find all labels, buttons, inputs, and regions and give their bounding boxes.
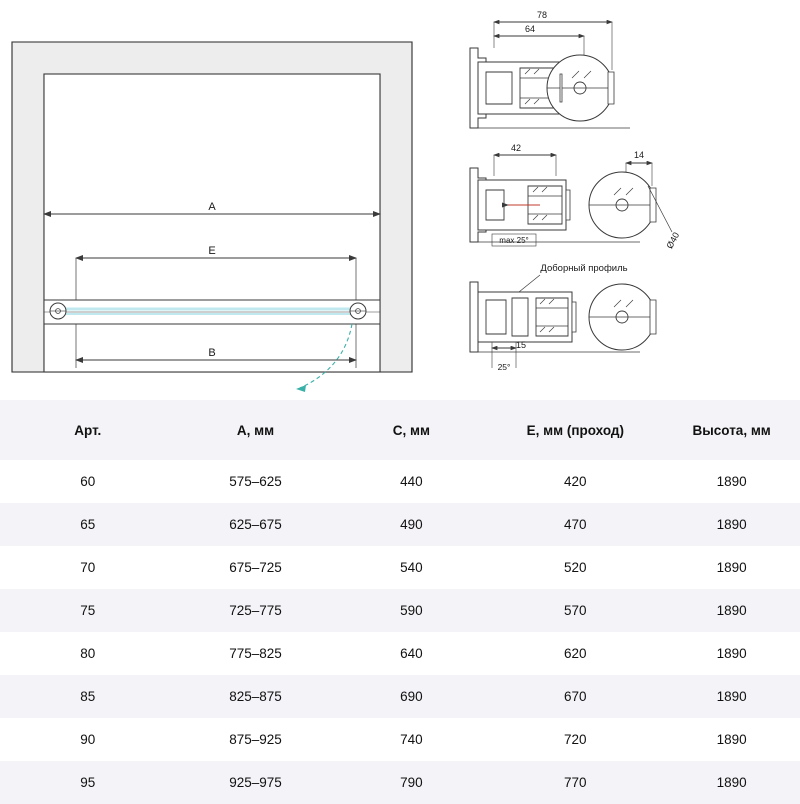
profile-bottom-dim-15: 15 [515, 340, 527, 350]
cell-art: 65 [80, 517, 96, 532]
profile-middle-angle-note: max 25° [499, 236, 529, 245]
cell-height: 1890 [716, 474, 747, 489]
table-row [0, 546, 800, 589]
cell-height: 1890 [716, 775, 747, 790]
cell-e: 720 [564, 732, 587, 747]
cell-a: 775–825 [229, 646, 282, 661]
cell-art: 95 [80, 775, 96, 790]
hinge-right [350, 303, 366, 319]
cell-height: 1890 [716, 646, 747, 661]
table-header-e: E, мм (проход) [487, 400, 663, 460]
cell-height: 1890 [716, 689, 747, 704]
cell-e: 420 [564, 474, 587, 489]
cell-e: 470 [564, 517, 587, 532]
front-dim-a-label: A [208, 201, 216, 213]
profile-top-view [470, 10, 630, 128]
cell-c: 740 [400, 732, 423, 747]
cell-a: 725–775 [229, 603, 282, 618]
profile-top-dim-78: 78 [536, 10, 548, 20]
table-header-a: A, мм [176, 400, 336, 460]
cell-height: 1890 [716, 560, 747, 575]
cell-art: 80 [80, 646, 96, 661]
profile-bottom-view [470, 263, 656, 372]
dobor-profile-callout-label: Доборный профиль [540, 263, 628, 274]
table-header-c: C, мм [335, 400, 487, 460]
table-header-height: Высота, мм [663, 400, 800, 460]
profile-bottom-angle-25: 25° [497, 362, 511, 372]
front-dim-e-label: E [208, 245, 216, 257]
table-row [0, 503, 800, 546]
cell-art: 85 [80, 689, 96, 704]
technical-drawings [0, 0, 800, 400]
table-row [0, 589, 800, 632]
hinge-left [50, 303, 66, 319]
cell-c: 590 [400, 603, 423, 618]
cell-art: 75 [80, 603, 96, 618]
cell-a: 625–675 [229, 517, 282, 532]
front-dim-b-label: B [208, 347, 216, 359]
cell-a: 925–975 [229, 775, 282, 790]
cell-c: 490 [400, 517, 423, 532]
cell-art: 70 [80, 560, 96, 575]
cell-e: 520 [564, 560, 587, 575]
cell-height: 1890 [716, 517, 747, 532]
table-row [0, 761, 800, 804]
table-row [0, 460, 800, 503]
cell-art: 90 [80, 732, 96, 747]
cell-height: 1890 [716, 603, 747, 618]
cell-c: 640 [400, 646, 423, 661]
cell-e: 770 [564, 775, 587, 790]
cell-art: 60 [80, 474, 96, 489]
cell-a: 575–625 [229, 474, 282, 489]
cell-c: 690 [400, 689, 423, 704]
table-row [0, 675, 800, 718]
spec-table [0, 400, 800, 804]
cell-a: 675–725 [229, 560, 282, 575]
cell-e: 670 [564, 689, 587, 704]
front-view [12, 42, 412, 392]
cell-c: 540 [400, 560, 423, 575]
cell-height: 1890 [716, 732, 747, 747]
drawing-svg [0, 0, 800, 400]
profile-top-dim-64: 64 [524, 24, 536, 34]
profile-middle-diameter: Ø40 [664, 230, 682, 251]
profile-middle-view [470, 143, 681, 250]
cell-a: 875–925 [229, 732, 282, 747]
table-row [0, 632, 800, 675]
cell-e: 570 [564, 603, 587, 618]
profile-middle-dim-42: 42 [510, 143, 522, 153]
table-row [0, 718, 800, 761]
cell-a: 825–875 [229, 689, 282, 704]
cell-e: 620 [564, 646, 587, 661]
table-header-row [0, 400, 800, 460]
cell-c: 440 [400, 474, 423, 489]
table-header-art: Арт. [0, 400, 176, 460]
cell-c: 790 [400, 775, 423, 790]
profile-middle-dim-14: 14 [633, 150, 645, 160]
